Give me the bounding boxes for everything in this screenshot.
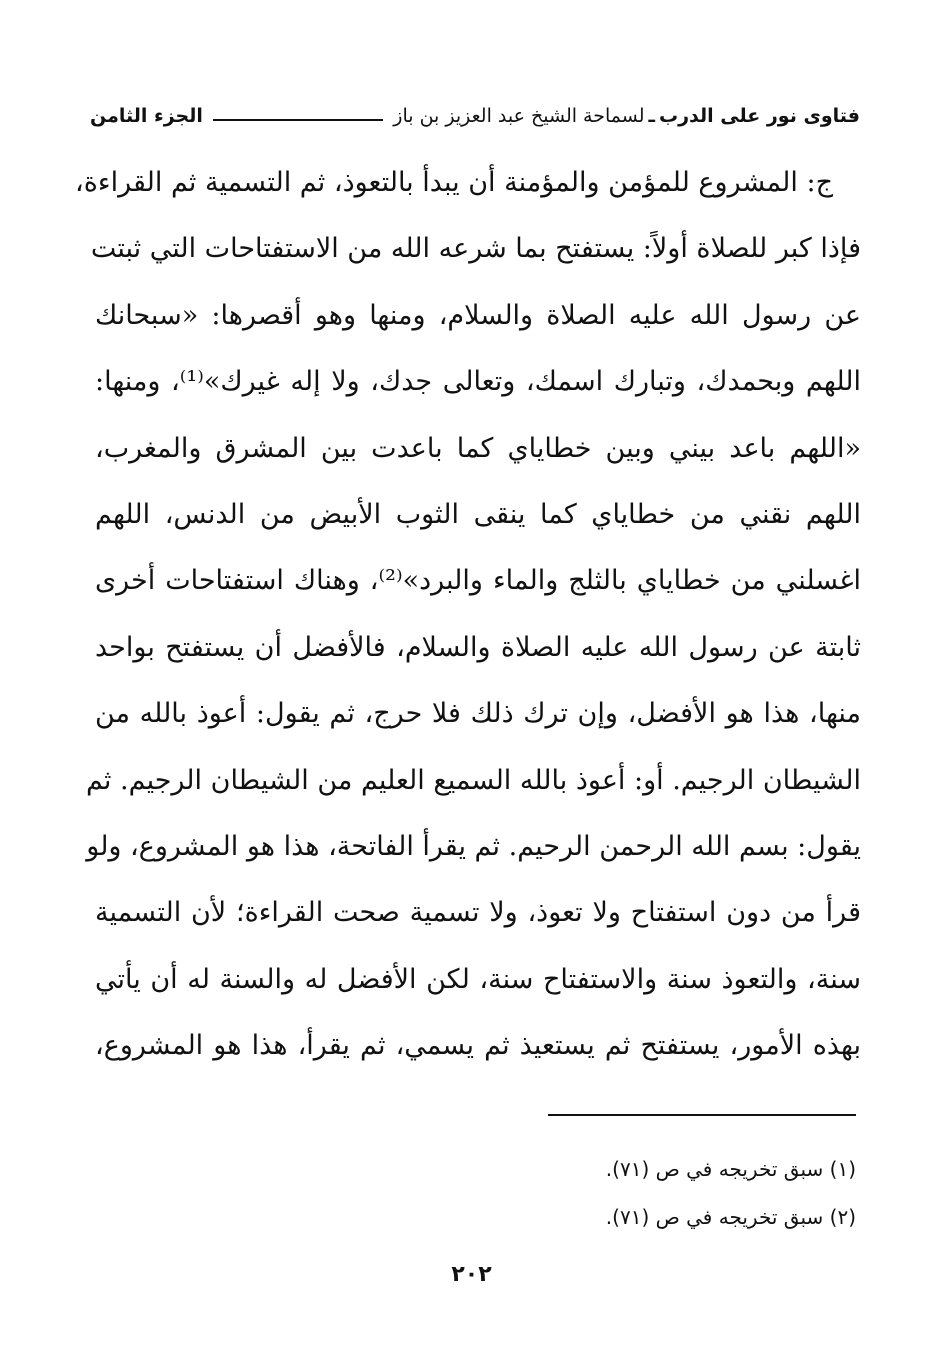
text-line: الشيطان الرجيم. أو: أعوذ بالله السميع العليم من الشيطان الرجيم. ثم — [85, 764, 861, 796]
text-line: بهذه الأمور، يستفتح ثم يستعيذ ثم يسمي، ثم يقرأ، هذا هو المشروع، — [95, 1030, 861, 1062]
fatwa-answer-text — [75, 150, 861, 1080]
text-line: ثابتة عن رسول الله عليه الصلاة والسلام، فالأفضل أن يستفتح بواحد — [95, 631, 861, 663]
text-line: «اللهم باعد بيني وبين خطاياي كما باعدت بين المشرق والمغرب، — [95, 432, 861, 464]
header-rule — [213, 119, 383, 121]
header-title-group — [393, 105, 860, 127]
text-line: قرأ من دون استفتاح ولا تعوذ، ولا تسمية صحت القراءة؛ لأن التسمية — [95, 897, 861, 929]
text-line: اللهم نقني من خطاياي كما ينقى الثوب الأبيض من الدنس، اللهم — [95, 499, 861, 531]
book-title: فتاوى نور على الدرب — [659, 105, 860, 127]
volume-label: الجزء الثامن — [90, 105, 203, 127]
text-line: ج: المشروع للمؤمن والمؤمنة أن يبدأ بالتعوذ، ثم التسمية ثم القراءة، — [75, 167, 833, 198]
text-line: اللهم وبحمدك، وتبارك اسمك، وتعالى جدك، ولا إله غيرك»⁽¹⁾، ومنها: — [95, 366, 861, 398]
header-separator: ـ — [648, 105, 655, 127]
footnote-2: (٢) سبق تخريجه في ص (٧١). — [605, 1205, 856, 1229]
text-line: اغسلني من خطاياي بالثلج والماء والبرد»⁽²⁾، وهناك استفتاحات أخرى — [95, 565, 861, 597]
text-line: منها، هذا هو الأفضل، وإن ترك ذلك فلا حرج، ثم يقول: أعوذ بالله من — [95, 698, 861, 730]
text-line: سنة، والتعوذ سنة والاستفتاح سنة، لكن الأفضل له والسنة له أن يأتي — [95, 963, 861, 995]
footnote-divider — [548, 1114, 856, 1116]
text-line: عن رسول الله عليه الصلاة والسلام، ومنها وهو أقصرها: «سبحانك — [95, 299, 861, 331]
text-line: فإذا كبر للصلاة أولاً: يستفتح بما شرعه الله من الاستفتاحات التي ثبتت — [90, 233, 861, 265]
page-number: ٢٠٢ — [451, 1262, 492, 1287]
running-header — [90, 96, 860, 136]
text-line: يقول: بسم الله الرحمن الرحيم. ثم يقرأ الفاتحة، هذا هو المشروع، ولو — [86, 831, 861, 863]
author-line: لسماحة الشيخ عبد العزيز بن باز — [393, 105, 645, 127]
footnote-1: (١) سبق تخريجه في ص (٧١). — [605, 1157, 856, 1181]
footnotes — [300, 1145, 856, 1241]
